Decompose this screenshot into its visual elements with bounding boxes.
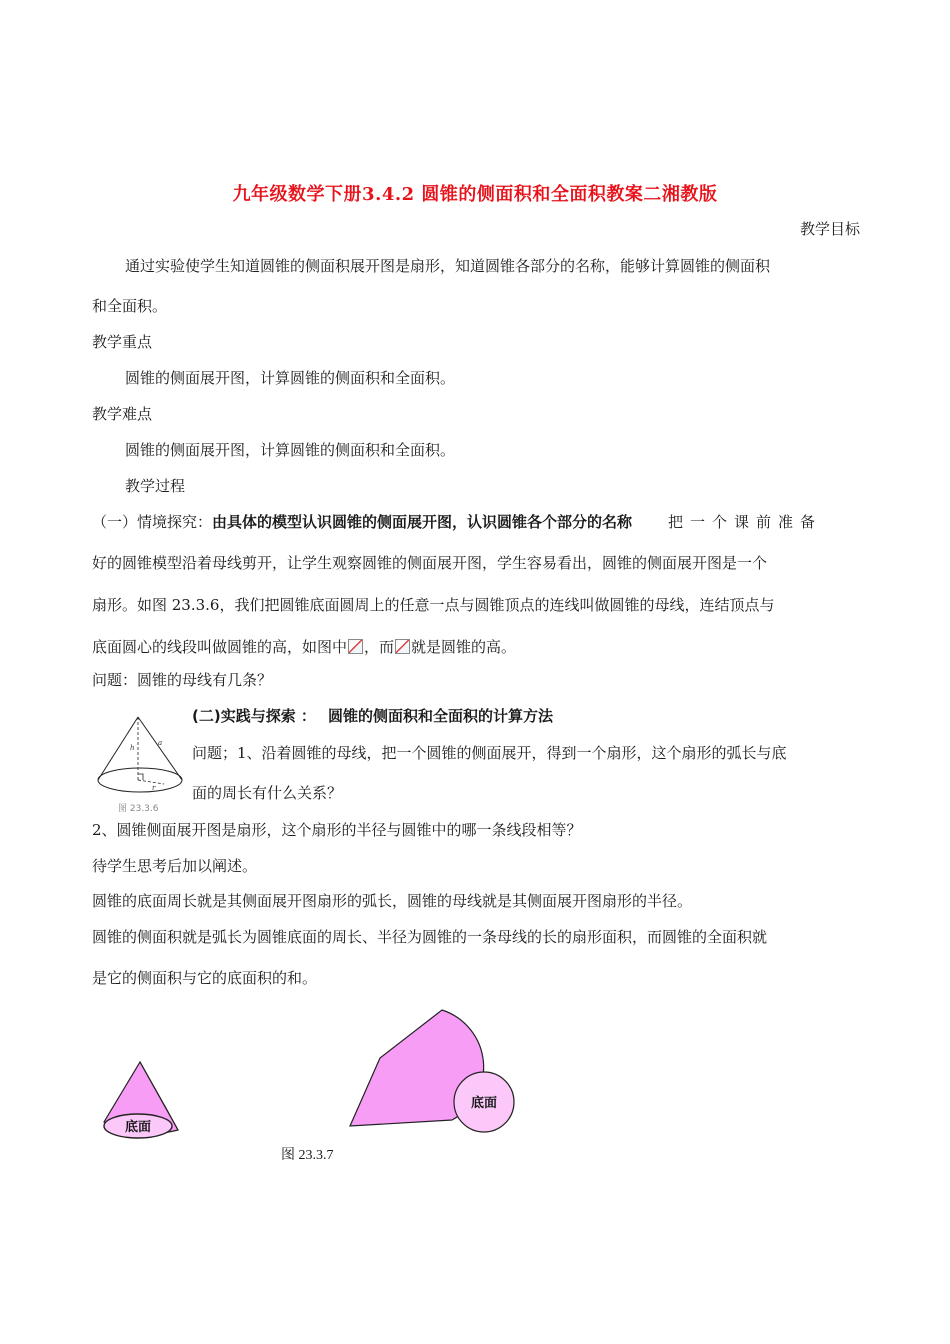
cut-cone-figure <box>96 1058 188 1144</box>
section-1-line-4 <box>92 637 516 657</box>
label-r: r <box>152 784 156 792</box>
conclusion-2-line-2: 是它的侧面积与它的底面积的和。 <box>92 969 318 987</box>
section-1-line-4-part-c: 就是圆锥的高。 <box>411 638 517 656</box>
section-1-line-4-part-a: 底面圆心的线段叫做圆锥的高，如图中 <box>92 638 348 656</box>
conclusion-1: 圆锥的底面周长就是其侧面展开图扇形的弧长，圆锥的母线就是其侧面展开图扇形的半径。 <box>92 892 693 910</box>
difficulty-heading: 教学难点 <box>92 405 153 423</box>
section-1-line-1 <box>92 512 822 532</box>
label-h: h <box>130 744 135 752</box>
cone-diagram <box>92 712 188 812</box>
cone-base-label: 底面 <box>124 1120 152 1135</box>
key-points-heading: 教学重点 <box>92 333 153 351</box>
figure-23-3-6-caption: 图 23.3.6 <box>118 804 159 814</box>
document-title: 九年级数学下册3.4.2 圆锥的侧面积和全面积教案二湘教版 <box>232 184 718 205</box>
section-1-line-3: 扇形。如图 23.3.6，我们把圆锥底面圆周上的任意一点与圆锥顶点的连线叫做圆锥的母线，连结顶点与 <box>92 596 775 614</box>
cut-cone-diagram <box>96 1058 188 1144</box>
base-circle-label: 底面 <box>470 1096 498 1111</box>
question-2-line-2: 面的周长有什么关系？ <box>192 784 343 802</box>
objectives-heading: 教学目标 <box>799 220 860 238</box>
section-2-heading <box>192 706 553 726</box>
process-heading: 教学过程 <box>125 477 186 495</box>
conclusion-2-line-1: 圆锥的侧面积就是弧长为圆锥底面的周长、半径为圆锥的一条母线的长的扇形面积，而圆锥的全面积就 <box>92 928 768 946</box>
objectives-line-1: 通过实验使学生知道圆锥的侧面积展开图是扇形，知道圆锥各部分的名称，能够计算圆锥的侧面积 <box>125 257 771 275</box>
cone-diagram-figure <box>92 712 188 812</box>
objectives-line-2: 和全面积。 <box>92 297 168 315</box>
difficulty-text: 圆锥的侧面展开图，计算圆锥的侧面积和全面积。 <box>125 441 456 459</box>
broken-image-icon <box>395 639 410 654</box>
section-1-tail: 把一个课前准备 <box>668 513 823 531</box>
section-1-prefix: （一）情境探究： <box>92 513 213 531</box>
question-2-item-2: 2、圆锥侧面展开图是扇形，这个扇形的半径与圆锥中的哪一条线段相等？ <box>92 821 582 839</box>
question-1: 问题：圆锥的母线有几条？ <box>92 671 273 689</box>
cone-right-edge <box>138 717 182 780</box>
figure-23-3-7-caption: 图 23.3.7 <box>281 1148 334 1163</box>
right-angle-mark <box>138 774 143 780</box>
unfolded-sector-figure <box>346 1008 526 1134</box>
section-2-prefix: (二)实践与探索 ： <box>192 707 316 725</box>
unfolded-sector-diagram <box>346 1008 526 1134</box>
section-1-line-4-part-b: ，而 <box>364 638 395 656</box>
broken-image-icon <box>348 639 363 654</box>
cone-radius-line <box>138 780 164 784</box>
question-2-line-1: 问题；1、沿着圆锥的母线，把一个圆锥的侧面展开，得到一个扇形，这个扇形的弧长与底 <box>192 744 787 762</box>
section-1-bold-heading: 由具体的模型认识圆锥的侧面展开图，认识圆锥各个部分的名称 <box>212 513 633 531</box>
wait-text: 待学生思考后加以阐述。 <box>92 857 258 875</box>
key-points-text: 圆锥的侧面展开图，计算圆锥的侧面积和全面积。 <box>125 369 456 387</box>
section-1-line-2: 好的圆锥模型沿着母线剪开，让学生观察圆锥的侧面展开图，学生容易看出，圆锥的侧面展开图是一个 <box>92 554 768 572</box>
label-a: a <box>158 739 163 747</box>
section-2-bold-heading: 圆锥的侧面积和全面积的计算方法 <box>327 707 553 725</box>
